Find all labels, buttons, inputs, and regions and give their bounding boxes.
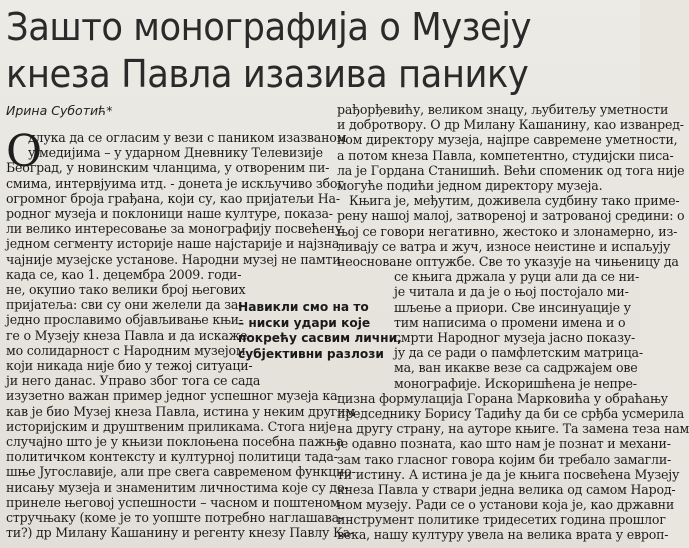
text-line: ливају се ватра и жуч, износе неистине и испаљују bbox=[337, 238, 671, 254]
text-line: једно прославимо објављивање књи- bbox=[6, 312, 243, 328]
left-column-upper bbox=[6, 160, 344, 267]
text-line: монографије. Искоришћена је непре- bbox=[394, 375, 637, 391]
article-headline bbox=[6, 4, 587, 98]
text-line: смрти Народног музеја јасно показу- bbox=[394, 329, 636, 345]
left-column-lower bbox=[6, 388, 356, 541]
text-line: ти истину. А истина је да је књига посвећена Музеју bbox=[337, 466, 680, 482]
pull-quote-line: – ниски удари које bbox=[238, 315, 371, 330]
text-line: се књига држала у руци али да се ни- bbox=[394, 269, 640, 285]
text-line: политичком контексту и културној политици тада- bbox=[6, 449, 338, 465]
right-column-upper bbox=[337, 102, 685, 269]
text-line: шње Југославије, али пре свега савременом функцио- bbox=[6, 464, 356, 480]
text-line: њој се говори негативно, жестоко и злонамерно, из- bbox=[337, 223, 678, 239]
text-line: када се, као 1. децембра 2009. годи- bbox=[6, 266, 242, 282]
text-line: случајно што је у књизи поклоњена посебна пажња bbox=[6, 433, 344, 449]
text-line: ји него данас. Управо због тога се сада bbox=[6, 373, 261, 389]
drop-cap: О bbox=[6, 126, 43, 177]
text-line: длука да се огласим у вези с паником изазваном bbox=[28, 130, 347, 145]
text-line: кав је био Музеј кнеза Павла, истина у неким другим bbox=[6, 403, 355, 419]
text-line: кнеза Павла у ствари једна велика од самом Народ- bbox=[337, 481, 676, 497]
pull-quote-line: покрећу сасвим лични, bbox=[238, 331, 402, 345]
text-line: ге о Музеју кнеза Павла и да искаже- bbox=[6, 327, 252, 343]
text-line: Књига је, међутим, доживела судбину тако приме- bbox=[349, 193, 680, 209]
text-line: историјским и друштвеним приликама. Стога није bbox=[6, 418, 337, 434]
left-column-top bbox=[28, 130, 347, 161]
left-column-narrow bbox=[6, 266, 261, 389]
text-line: Београд, у новинским чланцима, у отвореним пи- bbox=[6, 160, 330, 176]
text-line: је читала и да је о њој постојало ми- bbox=[394, 284, 629, 300]
text-line: и добротвору. О др Милану Кашанину, као изванред- bbox=[337, 117, 684, 133]
text-line: а потом кнеза Павла, компетентно, студијски писа- bbox=[337, 147, 674, 163]
text-line: председнику Борису Тадићу да би се срђба усмерила bbox=[337, 405, 685, 421]
text-line: не, окупио тако велики број његових bbox=[6, 281, 246, 297]
text-line: ном директору музеја, најпре савремене уметности, bbox=[337, 132, 678, 148]
pull-quote bbox=[238, 300, 402, 362]
text-line: шљење а приори. Све инсинуације у bbox=[394, 299, 631, 315]
pull-quote-line: субјективни разлози bbox=[238, 346, 384, 361]
text-line: који никада није био у тежој ситуаци- bbox=[6, 357, 253, 373]
text-line: мо солидарност с Народним музејом bbox=[6, 342, 246, 358]
headline-line-1: Зашто монографија о Музеју bbox=[6, 5, 532, 49]
text-line: огромног броја грађана, који су, као пријатељи На- bbox=[6, 190, 340, 206]
text-line: чајније музејске установе. Народни музеј не памти bbox=[6, 251, 341, 267]
text-line: неосноване оптужбе. Све то указује на чињеницу да bbox=[337, 253, 679, 269]
text-line: изузетно важан пример једног успешног музеја ка- bbox=[6, 388, 342, 404]
text-line: рађорђевићу, великом знацу, љубитељу уметности bbox=[337, 102, 669, 117]
text-line: могуће подићи једном директору музеја. bbox=[337, 177, 603, 193]
text-line: ла је Гордана Станишић. Већи споменик од тога није bbox=[337, 162, 685, 178]
text-line: зам тако гласног говора којим би требало замагли- bbox=[337, 451, 672, 467]
text-line: стручњаку (коме је то уопште потребно наглашава- bbox=[6, 509, 343, 525]
text-line: једном сегменту историје наше најстарије и најзна- bbox=[6, 236, 344, 252]
right-column-narrow bbox=[394, 269, 643, 391]
text-line: ном музеју. Ради се о установи која је, као државни bbox=[337, 497, 675, 513]
text-line: принеле његовој успешности – часном и поштеном bbox=[6, 494, 340, 510]
text-line: ли велико интересовање за монографију посвећену bbox=[6, 221, 343, 237]
pull-quote-line: Навикли смо на то bbox=[238, 300, 369, 314]
text-line: смима, интервјуима итд. - донета је искључиво због bbox=[6, 175, 344, 191]
text-line: века, нашу културу увела на велика врата у европ- bbox=[337, 527, 669, 543]
text-line: ти?) др Милану Кашанину и регенту кнезу Павлу Ка- bbox=[6, 525, 354, 541]
text-line: тим написима о промени имена и о bbox=[394, 314, 626, 330]
text-line: родног музеја и поклоници наше културе, показа- bbox=[6, 205, 333, 221]
text-line: у медијима – у ударном Дневнику Телевизије bbox=[28, 145, 323, 161]
text-line: је одавно позната, као што нам је познат и механи- bbox=[337, 436, 671, 452]
text-line: ју да се ради о памфлетским матрица- bbox=[394, 345, 643, 361]
right-column-lower bbox=[337, 390, 689, 543]
author-byline: Ирина Суботић* bbox=[6, 103, 113, 118]
text-line: нисању музеја и знаменитим личностима које су до- bbox=[6, 479, 349, 495]
text-line: рену нашој малој, затвореној и затрованој средини: о bbox=[337, 208, 685, 224]
text-line: на другу страну, на ауторе књиге. Та замена теза нам bbox=[337, 421, 689, 437]
text-line: цизна формулација Горана Марковића у обраћању bbox=[337, 390, 668, 406]
text-line: инструмент политике тридесетих година прошлог bbox=[337, 512, 666, 528]
text-line: пријатеља: сви су они желели да за- bbox=[6, 297, 243, 313]
headline-line-2: кнеза Павла изазива панику bbox=[6, 52, 529, 96]
text-line: ма, ван икакве везе са садржајем ове bbox=[394, 360, 638, 376]
